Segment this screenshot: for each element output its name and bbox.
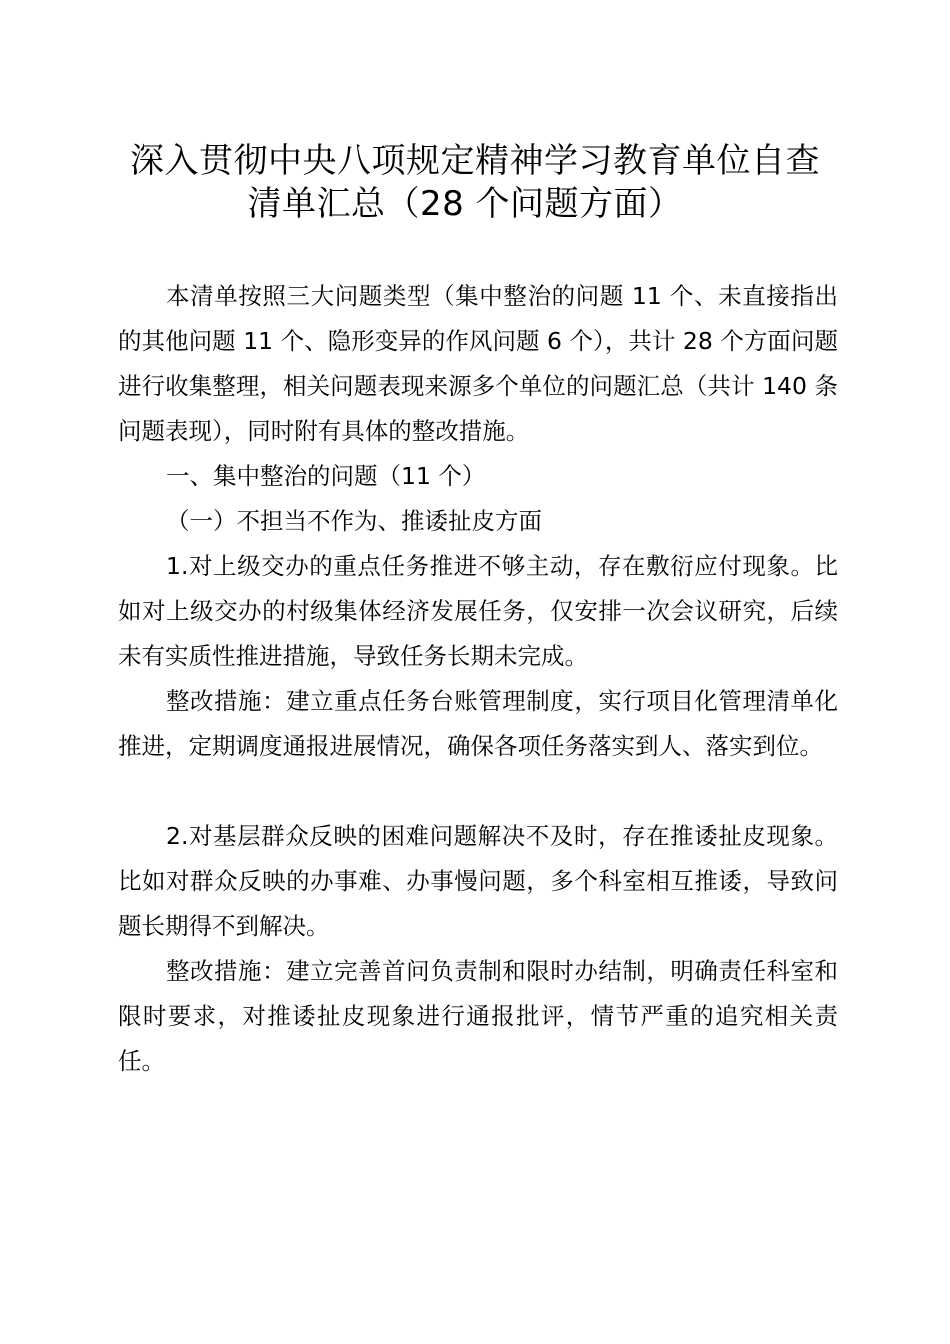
rectification-measure-1: 整改措施：建立重点任务台账管理制度，实行项目化管理清单化推进，定期调度通报进展情况，确保各项任务落实到人、落实到位。 <box>118 687 838 760</box>
problem-item-2: 2.对基层群众反映的困难问题解决不及时，存在推诿扯皮现象。比如对群众反映的办事难、办事慢问题，多个科室相互推诿，导致问题长期得不到解决。 <box>118 822 838 940</box>
rectification-measure-2: 整改措施：建立完善首问负责制和限时办结制，明确责任科室和限时要求，对推诿扯皮现象进行通报批评，情节严重的追究相关责任。 <box>118 957 838 1075</box>
subsection-heading: （一）不担当不作为、推诿扯皮方面 <box>166 507 542 535</box>
section-heading: 一、集中整治的问题（11 个） <box>166 462 486 490</box>
document-title-line-1: 深入贯彻中央八项规定精神学习教育单位自查 <box>130 141 820 181</box>
document-title-line-2: 清单汇总（28 个问题方面） <box>247 184 683 224</box>
problem-item-1: 1.对上级交办的重点任务推进不够主动，存在敷衍应付现象。比如对上级交办的村级集体经济发展任务，仅安排一次会议研究，后续未有实质性推进措施，导致任务长期未完成。 <box>118 552 838 670</box>
intro-paragraph: 本清单按照三大问题类型（集中整治的问题 11 个、未直接指出的其他问题 11 个、隐形变异的作风问题 6 个），共计 28 个方面问题进行收集整理，相关问题表现来源多个单位的问题汇总（共计 140 条问题表现），同时附有具体的整改措施。 <box>118 282 838 445</box>
